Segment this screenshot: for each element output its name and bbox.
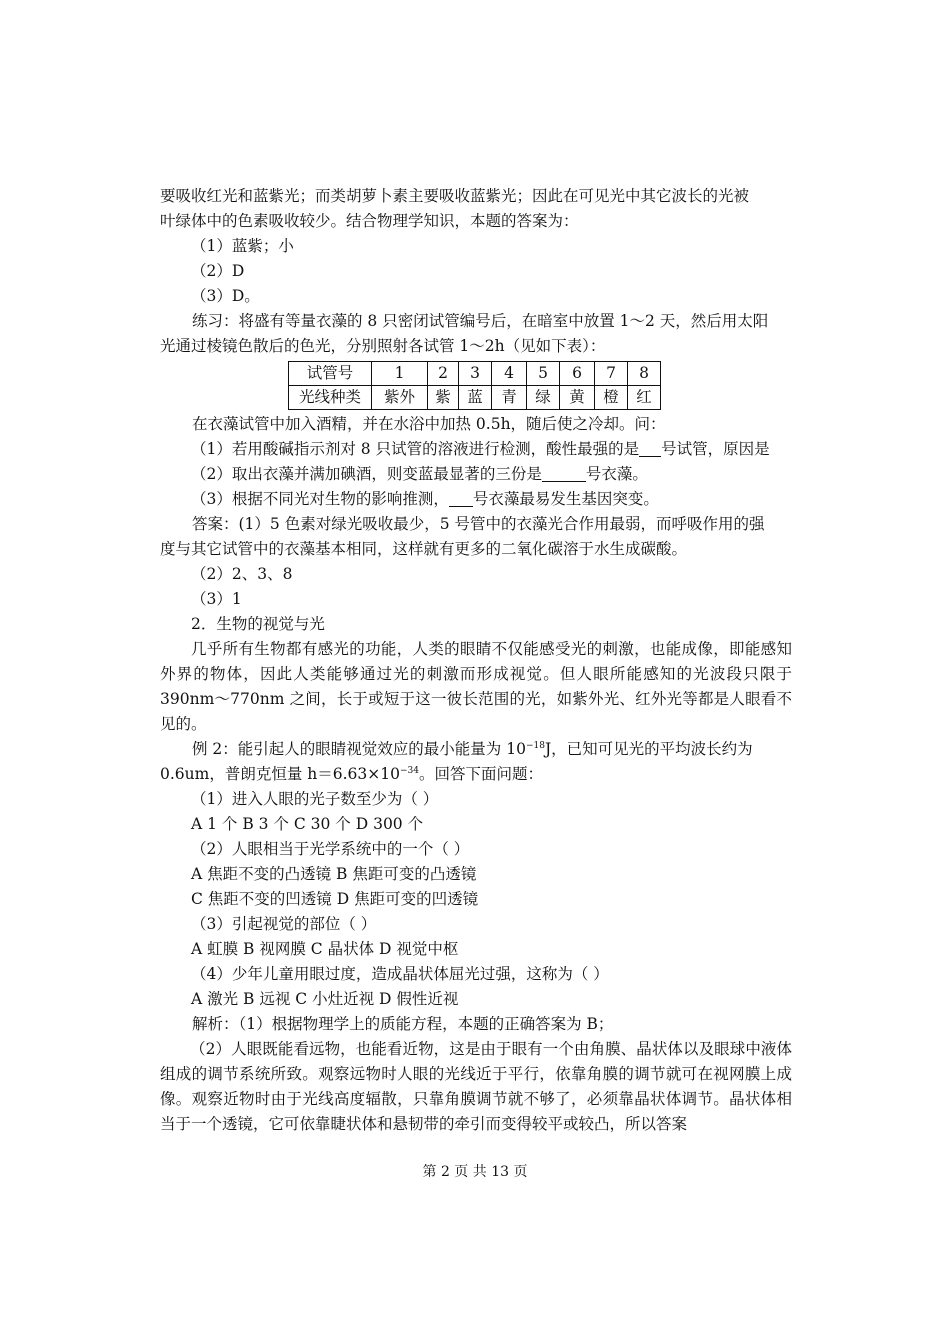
table-cell: 绿 (527, 386, 560, 410)
exponent: −34 (399, 765, 419, 776)
exercise-line: 练习：将盛有等量衣藻的 8 只密闭试管编号后，在暗室中放置 1～2 天，然后用太阳 (192, 312, 769, 330)
table-cell: 橙 (595, 386, 628, 410)
answer-line: 度与其它试管中的衣藻基本相同，这样就有更多的二氧化碳溶于水生成碳酸。 (160, 540, 688, 558)
options-line: A 1 个 B 3 个 C 30 个 D 300 个 (191, 815, 424, 833)
question-line: （2）人眼相当于光学系统中的一个（ ） (191, 840, 470, 858)
section-heading: 2．生物的视觉与光 (191, 615, 325, 633)
exercise-line: 光通过棱镜色散后的色光，分别照射各试管 1～2h（见如下表）： (160, 337, 606, 355)
example-line (160, 737, 792, 762)
page-footer: 第 2 页 共 13 页 (422, 1164, 528, 1180)
table-cell: 2 (428, 362, 459, 386)
light-table (288, 361, 661, 410)
table-cell: 紫 (428, 386, 459, 410)
question-text: 号试管，原因是 (661, 440, 770, 458)
answer-line: （1）蓝紫；小 (191, 237, 294, 255)
question-text: （3）根据不同光对生物的影响推测， (191, 490, 449, 508)
question-text: （1）若用酸碱指示剂对 8 只试管的溶液进行检测，酸性最强的是 (191, 440, 640, 458)
question-line (160, 487, 792, 512)
text-line: 要吸收红光和蓝紫光；而类胡萝卜素主要吸收蓝紫光；因此在可见光中其它波长的光被 (160, 187, 750, 205)
example-line (160, 762, 792, 787)
paragraph: 几乎所有生物都有感光的功能，人类的眼睛不仅能感受光的刺激，也能成像，即能感知外界的物体，因此人类能够通过光的刺激而形成视觉。但人眼所能感知的光波段只限于 390nm～770nm 之间，长于或短于这一彼长范围的光，如紫外光、红外光等都是人眼看不见的。 (160, 640, 792, 733)
table-cell: 6 (560, 362, 595, 386)
question-line: （3）引起视觉的部位（ ） (191, 915, 377, 933)
example-text: 。回答下面问题： (418, 765, 543, 783)
answer-line: （2）D (191, 262, 245, 280)
table-cell: 黄 (560, 386, 595, 410)
options-line: A 虹膜 B 视网膜 C 晶状体 D 视觉中枢 (191, 940, 459, 958)
options-line: A 焦距不变的凸透镜 B 焦距可变的凸透镜 (191, 865, 477, 883)
exponent: −18 (525, 740, 545, 751)
table-cell: 5 (527, 362, 560, 386)
question-text: （2）取出衣藻并满加碘酒，则变蓝最显著的三份是 (191, 465, 542, 483)
table-header-cell: 试管号 (289, 362, 372, 386)
example-text: 0.6um，普朗克恒量 h＝6.63×10 (160, 765, 400, 783)
answer-line: （3）1 (191, 590, 242, 608)
options-line: C 焦距不变的凹透镜 D 焦距可变的凹透镜 (191, 890, 479, 908)
table-cell: 蓝 (459, 386, 492, 410)
analysis-line: 解析：（1）根据物理学上的质能方程，本题的正确答案为 B； (192, 1015, 614, 1033)
text-line: 叶绿体中的色素吸收较少。结合物理学知识，本题的答案为： (160, 212, 579, 230)
question-line (160, 462, 792, 487)
table-cell: 1 (372, 362, 428, 386)
table-row (289, 362, 661, 386)
options-line: A 激光 B 远视 C 小灶近视 D 假性近视 (191, 990, 459, 1008)
answer-line: 答案：(1）5 色素对绿光吸收最少，5 号管中的衣藻光合作用最弱，而呼吸作用的强 (192, 515, 765, 533)
example-text: 例 2：能引起人的眼睛视觉效应的最小能量为 10 (192, 740, 526, 758)
example-text: J，已知可见光的平均波长约为 (544, 740, 753, 758)
fill-blank (639, 439, 661, 457)
table-cell: 7 (595, 362, 628, 386)
table-row (289, 386, 661, 410)
table-header-cell: 光线种类 (289, 386, 372, 410)
question-text: 号衣藻最易发生基因突变。 (472, 490, 659, 508)
table-cell: 红 (628, 386, 661, 410)
table-cell: 8 (628, 362, 661, 386)
question-line: （4）少年儿童用眼过度，造成晶状体屈光过强，这称为（ ） (191, 965, 609, 983)
question-line (160, 437, 792, 462)
question-line: （1）进入人眼的光子数至少为（ ） (191, 790, 439, 808)
analysis-paragraph: （2）人眼既能看远物，也能看近物，这是由于眼有一个由角膜、晶状体以及眼球中液体组成的调节系统所致。观察远物时人眼的光线近于平行，依靠角膜的调节就可在视网膜上成像。观察近物时由于光线高度辐散，只靠角膜调节就不够了，必须靠晶状体调节。晶状体相当于一个透镜，它可依靠睫状体和悬韧带的牵引而变得较平或较凸，所以答案 (160, 1040, 792, 1133)
table-cell: 紫外 (372, 386, 428, 410)
fill-blank (542, 464, 586, 482)
table-cell: 青 (492, 386, 527, 410)
answer-line: （2）2、3、8 (191, 565, 293, 583)
table-cell: 3 (459, 362, 492, 386)
text-line: 在衣藻试管中加入酒精，并在水浴中加热 0.5h，随后使之冷却。问： (192, 415, 666, 433)
question-text: 号衣藻。 (585, 465, 648, 483)
fill-blank (449, 489, 473, 507)
answer-line: （3）D。 (191, 287, 260, 305)
table-cell: 4 (492, 362, 527, 386)
document-page (160, 184, 792, 1137)
